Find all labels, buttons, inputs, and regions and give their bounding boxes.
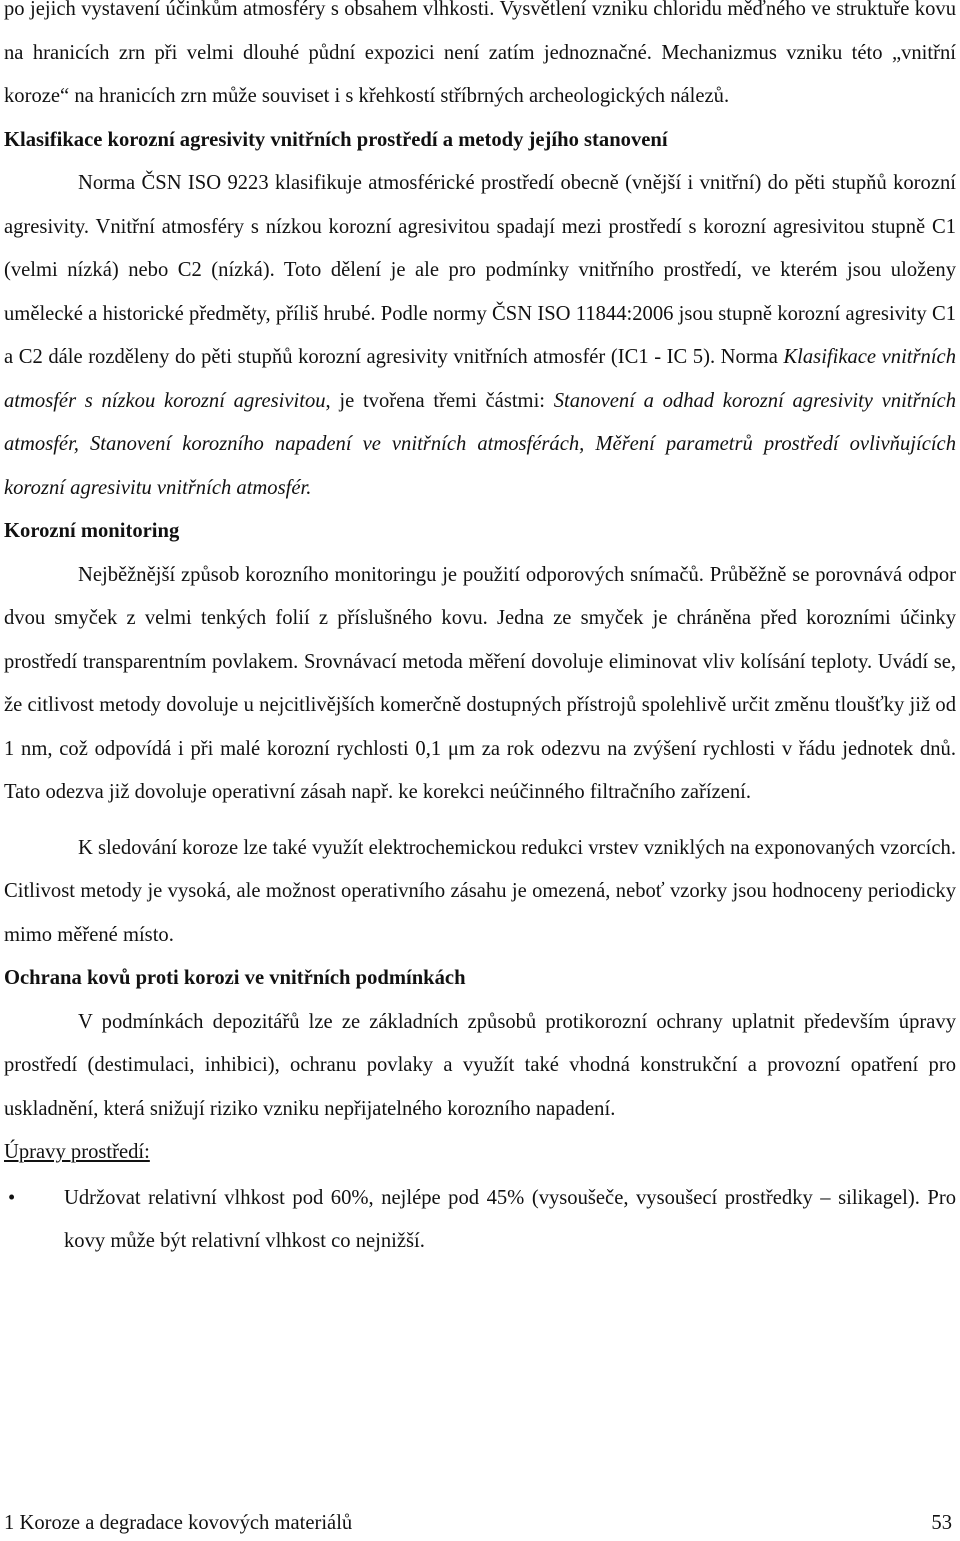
intro-paragraph: po jejich vystavení účinkům atmosféry s obsahem vlhkosti. Vysvětlení vzniku chloridu měďného ve struktuře kovu na hranicích zrn při velmi dlouhé půdní expozici není zatím jednoznačné. Mechanizmus vzniku této „vnitřní koroze“ na hranicích zrn může souviset i s křehkostí stříbrných archeologických nálezů. — [4, 0, 956, 107]
page-content — [4, 0, 956, 1264]
classification-paragraph — [4, 162, 956, 510]
standard-title-italic: Klasifikace vnitřních atmosfér s nízkou korozní agresivitou — [4, 346, 956, 412]
classification-text-a: Norma ČSN ISO 9223 klasifikuje atmosférické prostředí obecně (vnější i vnitřní) do pěti stupňů korozní agresivity. Vnitřní atmosféry s nízkou korozní agresivitou spadají mezi prostředí s korozní agresivitou stupně C1 (velmi nízká) nebo C2 (nízká). Toto dělení je ale pro podmínky vnitřního prostředí, ve kterém jsou uloženy umělecké a historické předměty, příliš hrubé. Podle normy ČSN ISO 11844:2006 jsou stupně korozní agresivity C1 a C2 dále rozděleny do pěti stupňů korozní agresivity vnitřních atmosfér (IC1 - IC 5). Norma — [4, 172, 956, 368]
subheading-environment-adjustments: Úpravy prostředí: — [4, 1141, 150, 1163]
list-item-text: Udržovat relativní vlhkost pod 60%, nejlépe pod 45% (vysoušeče, vysoušecí prostředky – silikagel). Pro kovy může být relativní vlhkost co nejnižší. — [64, 1186, 956, 1252]
bullet-list — [4, 1177, 956, 1264]
section-heading-protection: Ochrana kovů proti korozi ve vnitřních podmínkách — [4, 967, 466, 989]
bullet-icon: • — [8, 1186, 16, 1209]
section-heading-monitoring: Korozní monitoring — [4, 520, 180, 542]
monitoring-paragraph-1: Nejběžnější způsob korozního monitoringu je použití odporových snímačů. Průběžně se porovnává odpor dvou smyček z velmi tenkých folií z příslušného kovu. Jedna ze smyček je chráněna před korozními účinky prostředí transparentním povlakem. Srovnávací metoda měření dovoluje eliminovat vliv kolísání teploty. Uvádí se, že citlivost metody dovoluje u nejcitlivějších komerčně dostupných přístrojů spolehlivě určit změnu tloušťky již od 1 nm, což odpovídá i při malé korozní rychlosti 0,1 μm za rok odezvu na zvýšení rychlosti v řádu jednotek dnů. Tato odezva již dovoluje operativní zásah např. ke korekci neúčinného filtračního zařízení. — [4, 563, 956, 803]
footer-chapter-title: 1 Koroze a degradace kovových materiálů — [4, 1512, 353, 1534]
section-heading-classification: Klasifikace korozní agresivity vnitřních prostředí a metody jejího stanovení — [4, 128, 668, 151]
monitoring-paragraph-2: K sledování koroze lze také využít elektrochemickou redukci vrstev vzniklých na exponovaných vzorcích. Citlivost metody je vysoká, ale možnost operativního zásahu je omezená, neboť vzorky jsou hodnoceny periodicky mimo měřené místo. — [4, 836, 956, 946]
classification-text-b: , je tvořena třemi částmi: — [325, 389, 554, 412]
standard-parts-italic: Stanovení a odhad korozní agresivity vnitřních atmosfér, Stanovení korozního napadení ve vnitřních atmosférách, Měření parametrů prostředí ovlivňujících korozní agresivitu vnitřních atmosfér. — [4, 389, 956, 499]
page-number: 53 — [931, 1512, 952, 1534]
protection-paragraph: V podmínkách depozitářů lze ze základních způsobů protikorozní ochrany uplatnit především úpravy prostředí (destimulaci, inhibici), ochranu povlaky a využít také vhodná konstrukční a provozní opatření pro uskladnění, která snižují riziko vzniku nepřijatelného korozního napadení. — [4, 1010, 956, 1120]
list-item — [4, 1177, 956, 1264]
